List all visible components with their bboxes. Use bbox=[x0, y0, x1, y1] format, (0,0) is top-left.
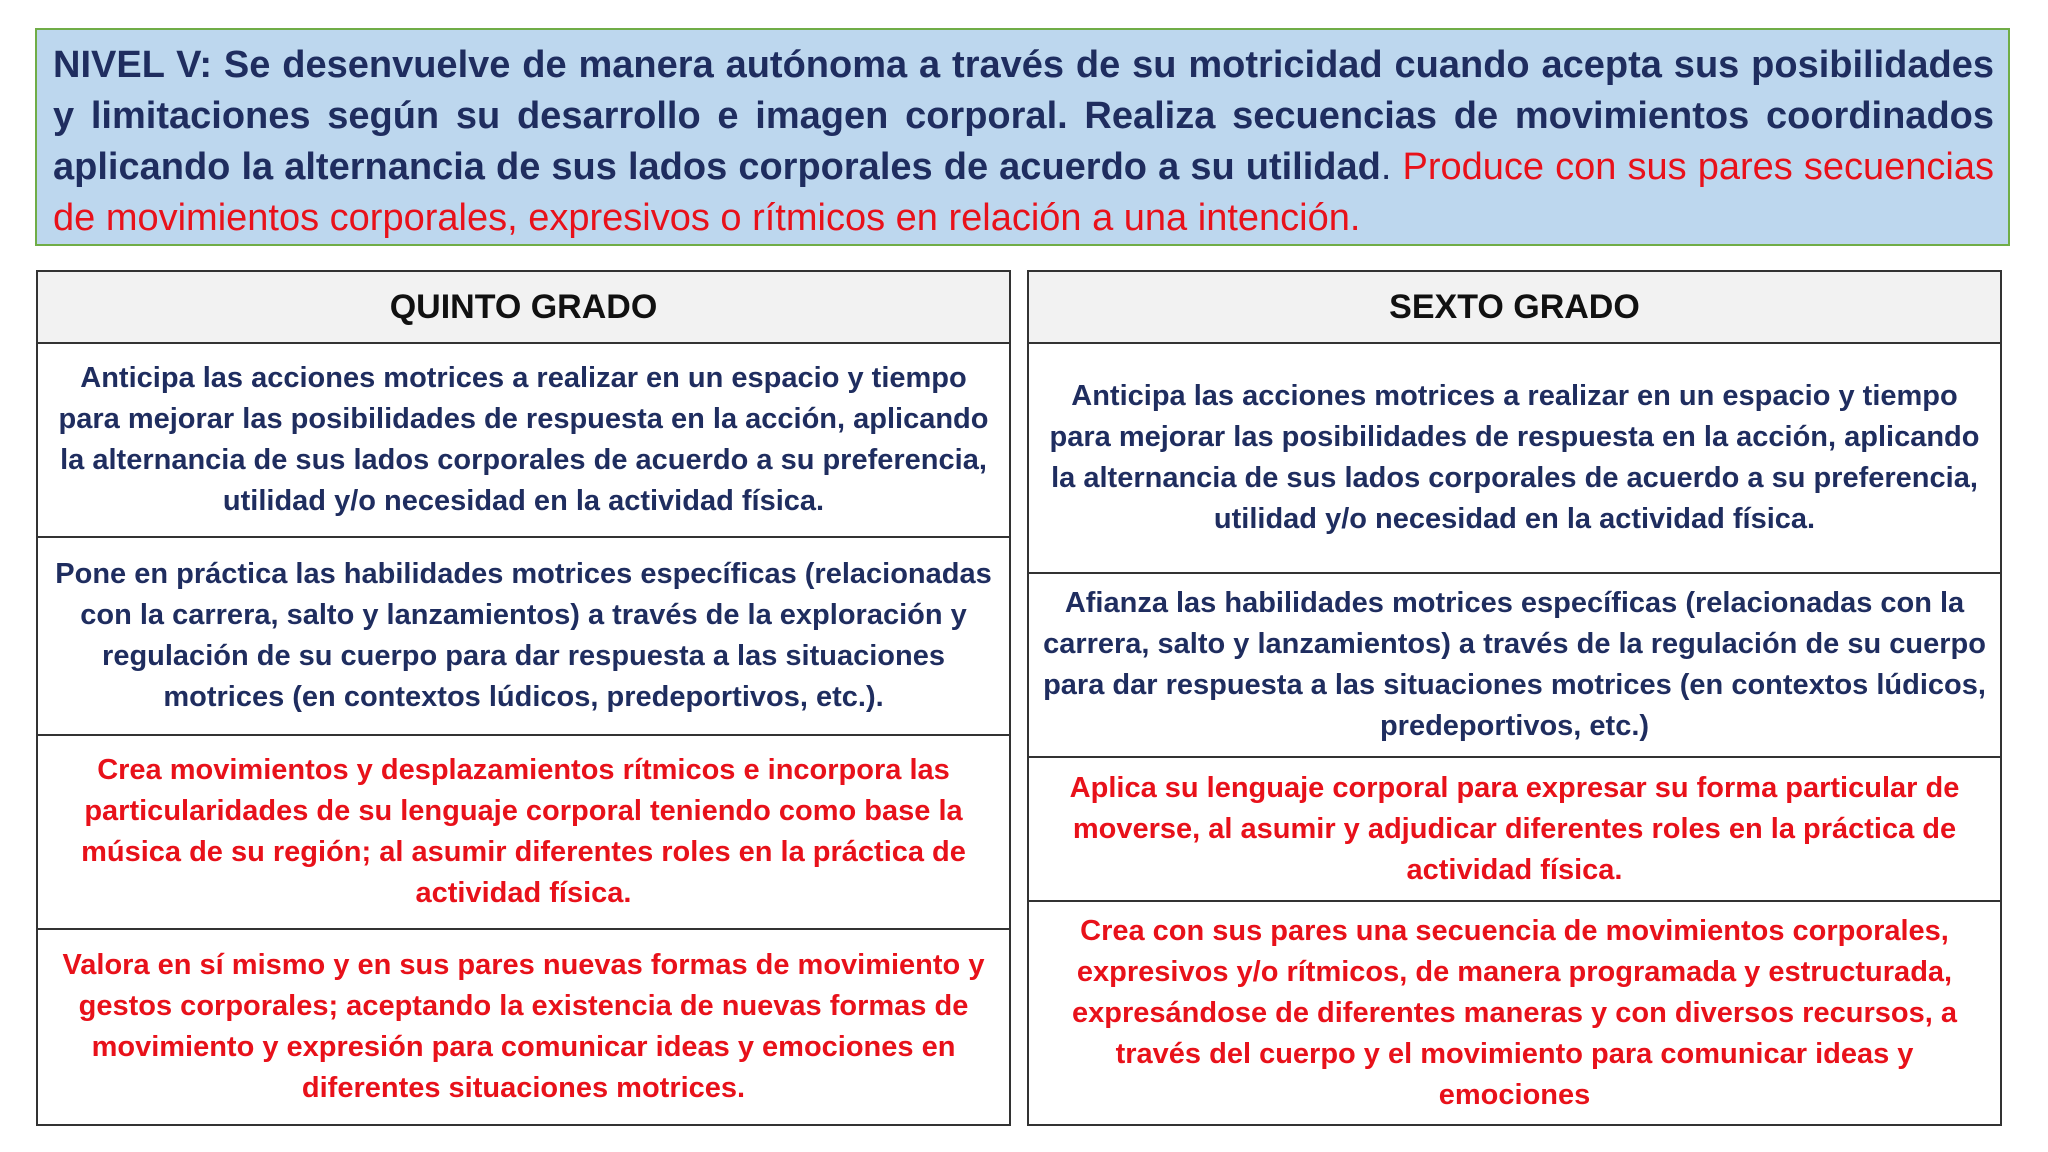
nivel-intention: Produce con sus pares secuencias de movimientos corporales, expresivos o rítmicos en relación a una intención. bbox=[53, 146, 1994, 239]
quinto-cell-4: Valora en sí mismo y en sus pares nuevas formas de movimiento y gestos corporales; aceptando la existencia de nuevas formas de movimiento y expresión para comunicar ideas y emociones en diferentes situaciones motrices. bbox=[62, 949, 985, 1104]
sexto-grado-title: SEXTO GRADO bbox=[1029, 272, 2000, 344]
nivel-description: NIVEL V: Se desenvuelve de manera autónoma a través de su motricidad cuando acepta sus posibilidades y limitaciones según su desarrollo e imagen corporal. Realiza secuencias de movimientos coordinados aplicando la alternancia de sus lados corporales de acuerdo a su utilidad bbox=[53, 44, 1994, 188]
quinto-cell-3: Crea movimientos y desplazamientos rítmicos e incorpora las particularidades de su lenguaje corporal teniendo como base la música de su región; al asumir diferentes roles en la práctica de actividad física. bbox=[38, 736, 1009, 930]
quinto-grado-column bbox=[36, 270, 1011, 1126]
nivel-separator: . bbox=[1380, 146, 1403, 188]
quinto-grado-title: QUINTO GRADO bbox=[38, 272, 1009, 344]
sexto-cell-4: Crea con sus pares una secuencia de movimientos corporales, expresivos y/o rítmicos, de manera programada y estructurada, expresándose de diferentes maneras y con diversos recursos, a través del cuerpo y el movimiento para comunicar ideas y emociones bbox=[1072, 914, 1957, 1111]
sexto-cell-3: Aplica su lenguaje corporal para expresar su forma particular de moverse, al asumir y adjudicar diferentes roles en la práctica de actividad física. bbox=[1029, 758, 2000, 902]
sexto-grado-column bbox=[1027, 270, 2002, 1126]
quinto-cell-2: Pone en práctica las habilidades motrices específicas (relacionadas con la carrera, salto y lanzamientos) a través de la exploración y regulación de su cuerpo para dar respuesta a las situaciones motrices (en contextos lúdicos, predeportivos, etc.). bbox=[38, 538, 1009, 736]
sexto-cell-2: Afianza las habilidades motrices específicas (relacionadas con la carrera, salto y lanzamientos) a través de la regulación de su cuerpo para dar respuesta a las situaciones motrices (en contextos lúdicos, predeportivos, etc.) bbox=[1029, 574, 2000, 758]
sexto-cell-1: Anticipa las acciones motrices a realizar en un espacio y tiempo para mejorar las posibilidades de respuesta en la acción, aplicando la alternancia de sus lados corporales de acuerdo a su preferencia, utilidad y/o necesidad en la actividad física. bbox=[1029, 344, 2000, 574]
quinto-cell-1: Anticipa las acciones motrices a realizar en un espacio y tiempo para mejorar las posibilidades de respuesta en la acción, aplicando la alternancia de sus lados corporales de acuerdo a su preferencia, utilidad y/o necesidad en la actividad física. bbox=[38, 344, 1009, 538]
nivel-header bbox=[35, 28, 2010, 246]
